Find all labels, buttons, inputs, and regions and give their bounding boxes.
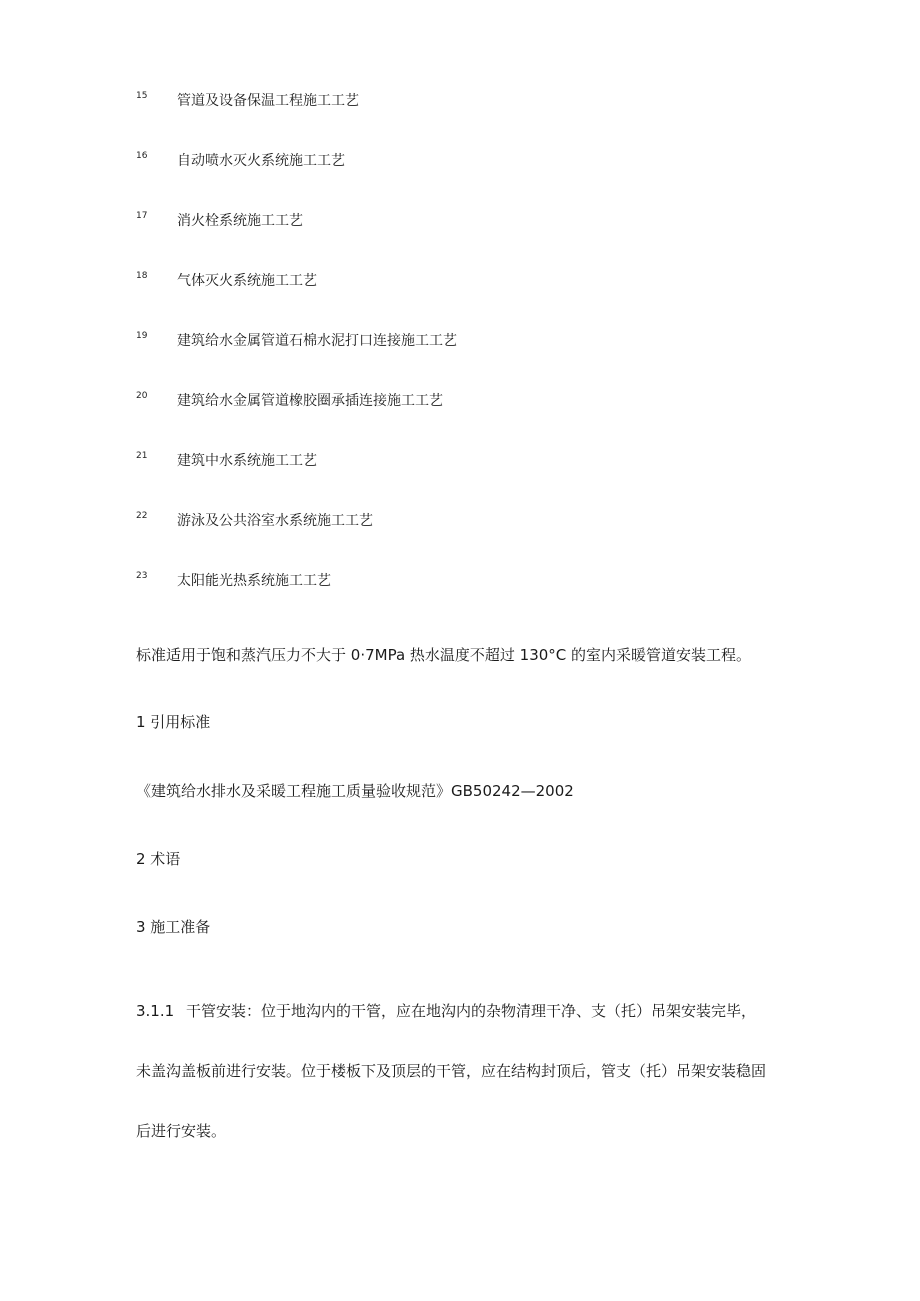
- clause-3-1-1: [136, 1000, 796, 1180]
- toc-item-title: 建筑给水金属管道石棉水泥打口连接施工工艺: [177, 333, 457, 349]
- scope-statement: 标准适用于饱和蒸汽压力不大于 0·7MPa 热水温度不超过 130°C 的室内采暖管道安装工程。: [136, 646, 752, 664]
- toc-item-title: 管道及设备保温工程施工工艺: [177, 93, 359, 109]
- toc-item-number: 23: [136, 571, 148, 581]
- toc-item-number: 16: [136, 151, 148, 161]
- toc-item-number: 21: [136, 451, 148, 461]
- toc-item-title: 气体灭火系统施工工艺: [177, 273, 317, 289]
- toc-item-title: 建筑给水金属管道橡胶圈承插连接施工工艺: [177, 393, 443, 409]
- toc-item: [136, 388, 836, 448]
- clause-line: 未盖沟盖板前进行安装。位于楼板下及顶层的干管，应在结构封顶后，管支（托）吊架安装稳固: [136, 1062, 767, 1080]
- toc-item-number: 22: [136, 511, 148, 521]
- toc-item-title: 太阳能光热系统施工工艺: [177, 573, 331, 589]
- toc-item-number: 15: [136, 91, 148, 101]
- toc-item-number: 20: [136, 391, 148, 401]
- section-heading-references: 1 引用标准: [136, 713, 211, 731]
- section-heading-preparation: 3 施工准备: [136, 918, 211, 936]
- toc-item-number: 18: [136, 271, 148, 281]
- toc-item-title: 游泳及公共浴室水系统施工工艺: [177, 513, 373, 529]
- toc-item: [136, 88, 836, 148]
- clause-number: 3.1.1: [136, 1002, 175, 1020]
- clause-text: 干管安装：位于地沟内的干管，应在地沟内的杂物清理干净、支（托）吊架安装完毕，: [186, 1002, 757, 1020]
- clause-line: [136, 1000, 796, 1060]
- toc-list: [136, 88, 836, 628]
- toc-item: [136, 328, 836, 388]
- toc-item: [136, 448, 836, 508]
- toc-item: [136, 268, 836, 328]
- toc-item-title: 建筑中水系统施工工艺: [177, 453, 317, 469]
- toc-item: [136, 508, 836, 568]
- clause-line: 后进行安装。: [136, 1122, 227, 1140]
- toc-item-title: 自动喷水灭火系统施工工艺: [177, 153, 345, 169]
- section-heading-terms: 2 术语: [136, 850, 181, 868]
- toc-item: [136, 208, 836, 268]
- reference-standard: 《建筑给水排水及采暖工程施工质量验收规范》GB50242—2002: [136, 782, 574, 800]
- toc-item-title: 消火栓系统施工工艺: [177, 213, 303, 229]
- toc-item-number: 17: [136, 211, 148, 221]
- toc-item: [136, 148, 836, 208]
- toc-item-number: 19: [136, 331, 148, 341]
- toc-item: [136, 568, 836, 628]
